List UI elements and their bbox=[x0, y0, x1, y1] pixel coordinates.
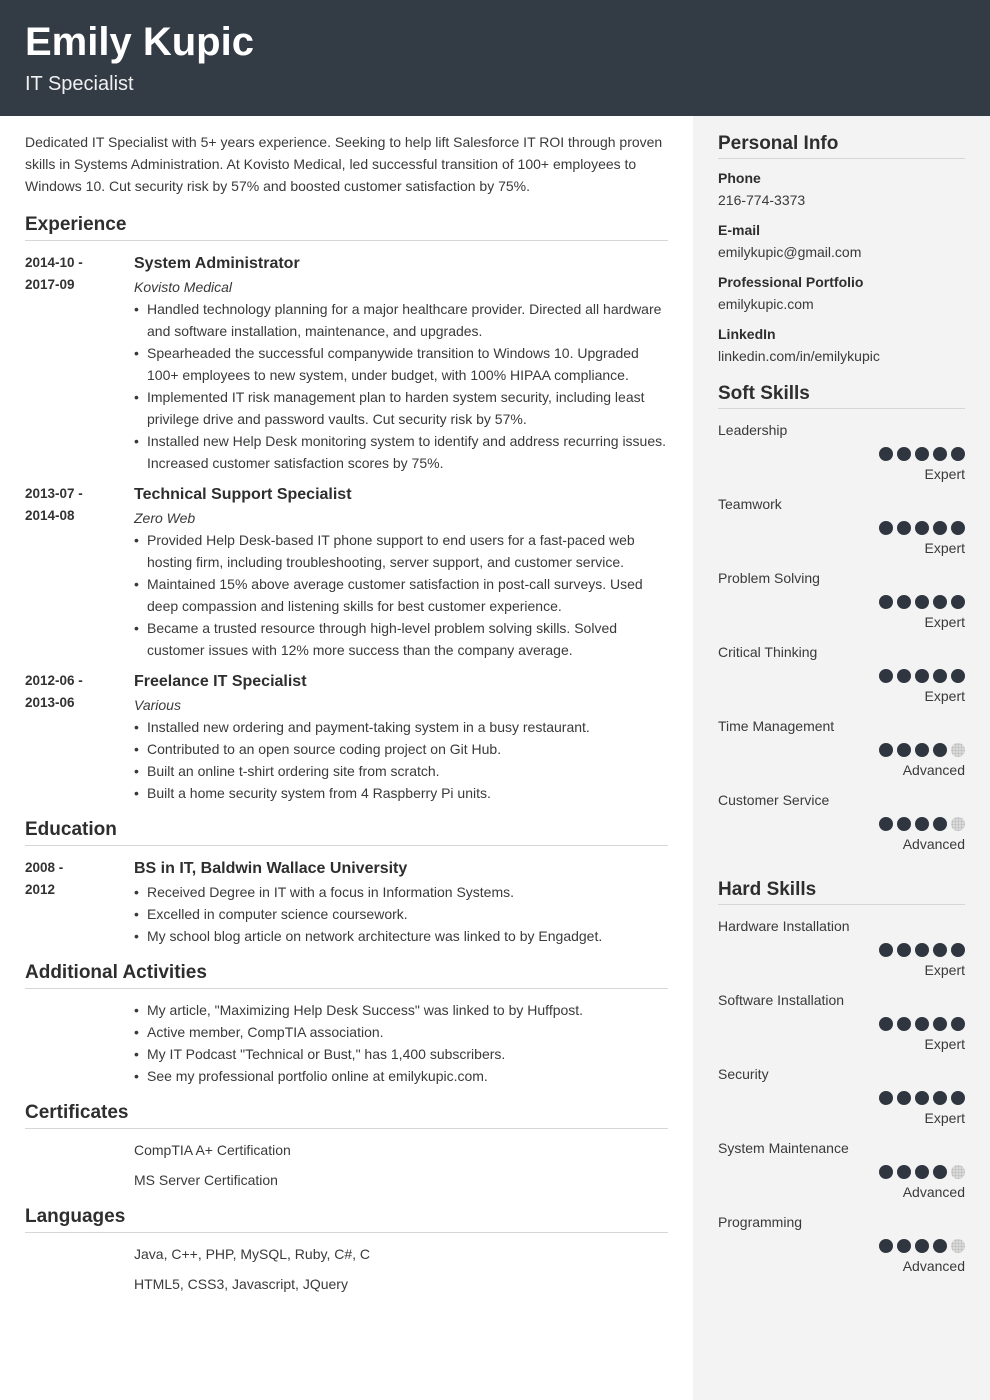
entry-start-date: 2014-10 - bbox=[25, 255, 83, 270]
activities-heading: Additional Activities bbox=[25, 961, 668, 989]
certificate-item: MS Server Certification bbox=[134, 1172, 278, 1188]
rating-dot-filled bbox=[951, 669, 965, 683]
skill-level: Expert bbox=[924, 614, 965, 630]
entry-end-date: 2014-08 bbox=[25, 508, 75, 523]
entry-role: Technical Support Specialist bbox=[134, 486, 352, 503]
bullet-item: • Implemented IT risk management plan to harden system security, including least privilege drive and password vaults. Cut security risk by 57%. bbox=[134, 386, 668, 430]
entry-start-date: 2008 - bbox=[25, 860, 64, 875]
bullet-item: • Handled technology planning for a major healthcare provider. Directed all hardware and software installation, maintenance, and upgrades. bbox=[134, 298, 668, 342]
skill-level: Expert bbox=[924, 962, 965, 978]
activity-item: • Active member, CompTIA association. bbox=[134, 1021, 668, 1043]
rating-dot-empty bbox=[951, 1165, 965, 1179]
entry-body bbox=[134, 857, 668, 947]
rating-dot-filled bbox=[933, 1091, 947, 1105]
bullet-item: • Excelled in computer science coursework. bbox=[134, 903, 668, 925]
soft-skills-heading: Soft Skills bbox=[718, 382, 965, 409]
languages-heading: Languages bbox=[25, 1205, 668, 1233]
rating-dot-filled bbox=[951, 447, 965, 461]
info-value: emilykupic.com bbox=[718, 296, 814, 312]
rating-dot-filled bbox=[879, 1165, 893, 1179]
rating-dot-filled bbox=[879, 669, 893, 683]
entry-dates bbox=[25, 252, 134, 474]
rating-dot-filled bbox=[897, 1165, 911, 1179]
skill-item bbox=[718, 1211, 965, 1285]
entry-end-date: 2013-06 bbox=[25, 695, 75, 710]
rating-dot-filled bbox=[933, 521, 947, 535]
languages-list bbox=[25, 1243, 668, 1295]
soft-skills-list bbox=[718, 419, 965, 863]
entry-bullets bbox=[134, 298, 668, 474]
rating-dot-filled bbox=[897, 1091, 911, 1105]
skill-level: Expert bbox=[924, 1036, 965, 1052]
rating-dot-filled bbox=[879, 447, 893, 461]
education-list bbox=[25, 857, 668, 947]
rating-dot-filled bbox=[897, 521, 911, 535]
rating-dot-filled bbox=[915, 1017, 929, 1031]
info-value: linkedin.com/in/emilykupic bbox=[718, 348, 880, 364]
hard-skills-list bbox=[718, 915, 965, 1285]
rating-dot-filled bbox=[951, 595, 965, 609]
entry-item bbox=[25, 857, 668, 947]
rating-dot-filled bbox=[951, 1017, 965, 1031]
rating-dot-empty bbox=[951, 817, 965, 831]
bullet-item: • Installed new ordering and payment-taking system in a busy restaurant. bbox=[134, 716, 668, 738]
skill-item bbox=[718, 915, 965, 989]
skill-rating bbox=[879, 943, 965, 957]
rating-dot-filled bbox=[933, 669, 947, 683]
info-value: emilykupic@gmail.com bbox=[718, 244, 862, 260]
bullet-item: • Installed new Help Desk monitoring system to identify and address recurring issues. Increased customer satisfaction scores by 75%. bbox=[134, 430, 668, 474]
skill-rating bbox=[879, 447, 965, 461]
skill-name: Programming bbox=[718, 1214, 803, 1230]
skill-rating bbox=[879, 521, 965, 535]
education-heading: Education bbox=[25, 818, 668, 846]
rating-dot-filled bbox=[933, 743, 947, 757]
skill-level: Expert bbox=[924, 466, 965, 482]
certificate-item: CompTIA A+ Certification bbox=[134, 1142, 291, 1158]
skill-name: System Maintenance bbox=[718, 1140, 849, 1156]
skill-level: Expert bbox=[924, 1110, 965, 1126]
certificates-heading: Certificates bbox=[25, 1101, 668, 1129]
rating-dot-filled bbox=[933, 1017, 947, 1031]
rating-dot-filled bbox=[879, 1239, 893, 1253]
bullet-item: • Built an online t-shirt ordering site from scratch. bbox=[134, 760, 668, 782]
skill-item bbox=[718, 1137, 965, 1211]
skill-name: Time Management bbox=[718, 718, 835, 734]
rating-dot-filled bbox=[915, 669, 929, 683]
skill-level: Advanced bbox=[902, 836, 965, 852]
entry-dates bbox=[25, 483, 134, 661]
rating-dot-filled bbox=[897, 817, 911, 831]
entry-role: Freelance IT Specialist bbox=[134, 673, 307, 690]
skill-level: Expert bbox=[924, 688, 965, 704]
skill-level: Advanced bbox=[902, 762, 965, 778]
rating-dot-filled bbox=[933, 817, 947, 831]
rating-dot-filled bbox=[933, 1165, 947, 1179]
entry-body bbox=[134, 483, 668, 661]
hard-skills-heading: Hard Skills bbox=[718, 878, 965, 905]
info-label: Professional Portfolio bbox=[718, 274, 864, 290]
bullet-item: • Became a trusted resource through high-level problem solving skills. Solved customer issues with 12% more success than the company average. bbox=[134, 617, 668, 661]
bullet-item: • My school blog article on network architecture was linked to by Engadget. bbox=[134, 925, 668, 947]
rating-dot-filled bbox=[897, 669, 911, 683]
rating-dot-filled bbox=[915, 943, 929, 957]
info-label: LinkedIn bbox=[718, 326, 776, 342]
skill-name: Leadership bbox=[718, 422, 788, 438]
rating-dot-filled bbox=[951, 521, 965, 535]
skill-name: Software Installation bbox=[718, 992, 845, 1008]
entry-item bbox=[25, 670, 668, 804]
rating-dot-filled bbox=[951, 1091, 965, 1105]
skill-name: Customer Service bbox=[718, 792, 830, 808]
summary: Dedicated IT Specialist with 5+ years experience. Seeking to help lift Salesforce IT ROI through proven skills in Systems Administration. At Kovisto Medical, led successful transition of 100+ employees to Windows 10. Cut security risk by 57% and boosted customer satisfaction by 75%. bbox=[25, 134, 663, 194]
entry-role: System Administrator bbox=[134, 255, 300, 272]
rating-dot-filled bbox=[879, 1091, 893, 1105]
rating-dot-filled bbox=[897, 1017, 911, 1031]
entry-bullets bbox=[134, 529, 668, 661]
rating-dot-filled bbox=[915, 817, 929, 831]
resume-header bbox=[0, 0, 990, 116]
rating-dot-filled bbox=[897, 1239, 911, 1253]
rating-dot-filled bbox=[897, 595, 911, 609]
rating-dot-filled bbox=[915, 1165, 929, 1179]
language-item: Java, C++, PHP, MySQL, Ruby, C#, C bbox=[134, 1246, 371, 1262]
entry-item bbox=[25, 252, 668, 474]
skill-name: Problem Solving bbox=[718, 570, 820, 586]
entry-organization: Various bbox=[134, 697, 181, 713]
skill-item bbox=[718, 989, 965, 1063]
rating-dot-filled bbox=[933, 1239, 947, 1253]
skill-rating bbox=[879, 669, 965, 683]
sidebar-content bbox=[718, 132, 965, 1285]
skill-rating bbox=[879, 1239, 965, 1253]
rating-dot-filled bbox=[897, 743, 911, 757]
rating-dot-filled bbox=[915, 521, 929, 535]
entry-bullets bbox=[134, 716, 668, 804]
bullet-item: • Built a home security system from 4 Raspberry Pi units. bbox=[134, 782, 668, 804]
rating-dot-filled bbox=[879, 595, 893, 609]
skill-name: Hardware Installation bbox=[718, 918, 850, 934]
info-label: E-mail bbox=[718, 222, 761, 238]
entry-body bbox=[134, 670, 668, 804]
certificates-list bbox=[25, 1139, 668, 1191]
activity-item: • My IT Podcast "Technical or Bust," has 1,400 subscribers. bbox=[134, 1043, 668, 1065]
entry-body bbox=[134, 252, 668, 474]
rating-dot-filled bbox=[879, 743, 893, 757]
skill-item bbox=[718, 641, 965, 715]
skill-rating bbox=[879, 1091, 965, 1105]
skill-rating bbox=[879, 1165, 965, 1179]
bullet-item: • Spearheaded the successful companywide transition to Windows 10. Upgraded 100+ employees to new system, under budget, with 100% HIPAA compliance. bbox=[134, 342, 668, 386]
rating-dot-filled bbox=[879, 1017, 893, 1031]
rating-dot-filled bbox=[915, 595, 929, 609]
rating-dot-filled bbox=[897, 447, 911, 461]
rating-dot-filled bbox=[933, 595, 947, 609]
skill-level: Advanced bbox=[902, 1258, 965, 1274]
rating-dot-empty bbox=[951, 1239, 965, 1253]
info-label: Phone bbox=[718, 170, 761, 186]
entry-organization: Kovisto Medical bbox=[134, 279, 233, 295]
bullet-item: • Received Degree in IT with a focus in Information Systems. bbox=[134, 881, 668, 903]
skill-level: Expert bbox=[924, 540, 965, 556]
skill-level: Advanced bbox=[902, 1184, 965, 1200]
bullet-item: • Provided Help Desk-based IT phone support to end users for a fast-paced web hosting firm, including troubleshooting, server support, and customer service. bbox=[134, 529, 668, 573]
experience-heading: Experience bbox=[25, 213, 668, 241]
experience-list bbox=[25, 252, 668, 804]
rating-dot-filled bbox=[915, 1239, 929, 1253]
rating-dot-empty bbox=[951, 743, 965, 757]
skill-rating bbox=[879, 817, 965, 831]
entry-role: BS in IT, Baldwin Wallace University bbox=[134, 860, 408, 877]
info-value: 216-774-3373 bbox=[718, 192, 806, 208]
skill-item bbox=[718, 1063, 965, 1137]
bullet-item: • Maintained 15% above average customer satisfaction in post-call surveys. Used deep compassion and listening skills for best customer experience. bbox=[134, 573, 668, 617]
rating-dot-filled bbox=[879, 943, 893, 957]
skill-name: Teamwork bbox=[718, 496, 782, 512]
candidate-name: Emily Kupic bbox=[25, 20, 254, 64]
activities-list bbox=[25, 999, 668, 1087]
entry-organization: Zero Web bbox=[134, 510, 196, 526]
entry-end-date: 2017-09 bbox=[25, 277, 75, 292]
skill-item bbox=[718, 493, 965, 567]
skill-item bbox=[718, 715, 965, 789]
rating-dot-filled bbox=[915, 743, 929, 757]
entry-start-date: 2012-06 - bbox=[25, 673, 83, 688]
rating-dot-filled bbox=[915, 447, 929, 461]
rating-dot-filled bbox=[951, 943, 965, 957]
personal-info-heading: Personal Info bbox=[718, 132, 965, 159]
skill-rating bbox=[879, 595, 965, 609]
language-item: HTML5, CSS3, Javascript, JQuery bbox=[134, 1276, 348, 1292]
entry-item bbox=[25, 483, 668, 661]
skill-name: Security bbox=[718, 1066, 769, 1082]
skill-item bbox=[718, 419, 965, 493]
entry-bullets bbox=[134, 881, 668, 947]
activity-item: • See my professional portfolio online at emilykupic.com. bbox=[134, 1065, 668, 1087]
entry-end-date: 2012 bbox=[25, 882, 56, 897]
candidate-title: IT Specialist bbox=[25, 73, 134, 95]
skill-rating bbox=[879, 743, 965, 757]
rating-dot-filled bbox=[897, 943, 911, 957]
rating-dot-filled bbox=[879, 817, 893, 831]
rating-dot-filled bbox=[879, 521, 893, 535]
skill-item bbox=[718, 789, 965, 863]
rating-dot-filled bbox=[933, 447, 947, 461]
skill-rating bbox=[879, 1017, 965, 1031]
rating-dot-filled bbox=[933, 943, 947, 957]
skill-name: Critical Thinking bbox=[718, 644, 818, 660]
bullet-item: • Contributed to an open source coding project on Git Hub. bbox=[134, 738, 668, 760]
skill-item bbox=[718, 567, 965, 641]
entry-dates bbox=[25, 670, 134, 804]
personal-info-list bbox=[718, 167, 965, 367]
activity-item: • My article, "Maximizing Help Desk Success" was linked to by Huffpost. bbox=[134, 999, 668, 1021]
entry-dates bbox=[25, 857, 134, 947]
main-column bbox=[25, 116, 668, 1295]
entry-start-date: 2013-07 - bbox=[25, 486, 83, 501]
rating-dot-filled bbox=[915, 1091, 929, 1105]
